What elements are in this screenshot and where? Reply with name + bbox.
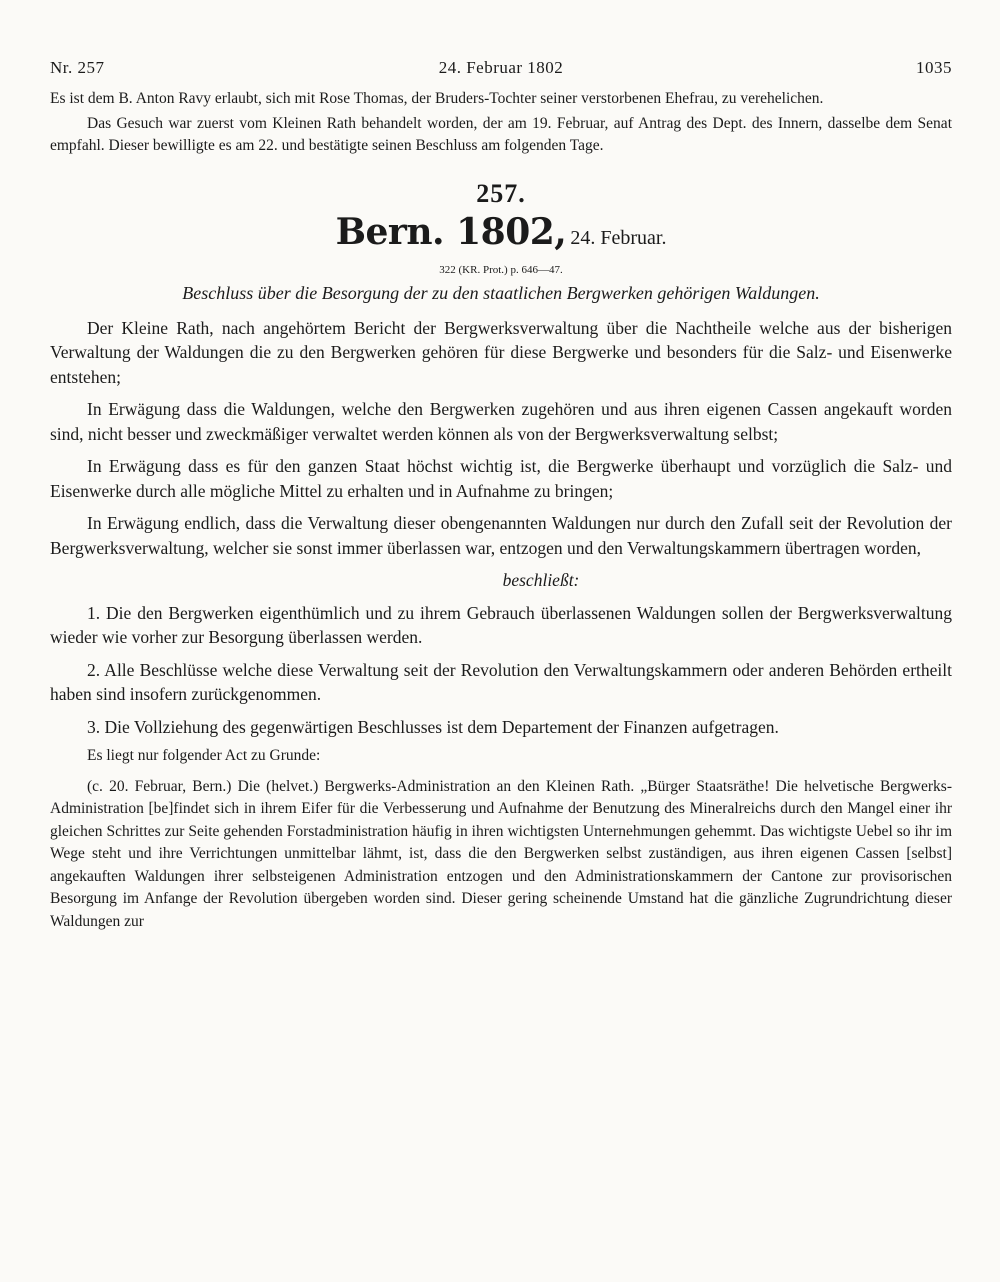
- running-head: [50, 58, 952, 88]
- consideration-paragraph: In Erwägung dass es für den ganzen Staat höchst wichtig ist, die Bergwerke überhaupt und vorzüglich die Salz- und Eisenwerke durch alle mögliche Mittel zu erhalten und in Aufnahme zu bringen;: [50, 456, 952, 501]
- document-body: [50, 316, 952, 740]
- note-paragraph: (c. 20. Februar, Bern.) Die (helvet.) Bergwerks-Administration an den Kleinen Rath. „Bürger Staatsräthe! Die helvetische Bergwerks-Administration [be]findet sich in ihrem Eifer für die Verbesserung und Aufnahme der Benutzung des Mineralreichs durch den Mangel einer ihr gleichen Schrittes zur Seite gehenden Forstadministration häufig in ihren wichtigsten Unternehmungen gehemmt. Das wichtigste Uebel so ihr im Wege steht und ihre Verrichtungen unmittelbar lähmt, ist, dass die den Bergwerken selbst zuständigen, aus ihren eigenen Cassen [selbst] angekauften Waldungen ihrer selbsteigenen Administration entzogen und den Administrationskammern der Cantone zur provisorischen Besorgung im Anfange der Revolution übergeben worden sind. Dieser gering scheinende Umstand hat die gänzliche Zugrundrichtung dieser Waldungen zur: [50, 777, 952, 930]
- document-number-header: Nr. 257: [50, 58, 105, 77]
- consideration-paragraph: In Erwägung endlich, dass die Verwaltung dieser obengenannten Waldungen nur durch den Zufall seit der Revolution der Bergwerksverwaltung, welcher sie sonst immer überlassen war, entzogen und den Verwaltungskammern übertragen worden,: [50, 513, 952, 558]
- document-number: 257.: [476, 178, 526, 208]
- note-paragraph: Es liegt nur folgender Act zu Grunde:: [87, 747, 321, 764]
- consideration-paragraph: Der Kleine Rath, nach angehörtem Bericht der Bergwerksverwaltung über die Nachtheile welche aus der bisherigen Verwaltung der Waldungen die zu den Bergwerken gehören für diese Bergwerke und besonders für die Salz- und Eisenwerke entstehen;: [50, 317, 952, 387]
- document-title: Beschluss über die Besorgung der zu den staatlichen Bergwerken gehörigen Waldungen.: [182, 282, 820, 303]
- previous-document-text: [50, 88, 952, 158]
- decision-word: beschließt:: [502, 570, 580, 590]
- place-year: Bern. 1802,: [335, 210, 567, 253]
- annotation-notes: [50, 745, 952, 933]
- article-paragraph: 3. Die Vollziehung des gegenwärtigen Beschlusses ist dem Departement der Finanzen aufgetragen.: [87, 716, 779, 737]
- date-header: 24. Februar 1802: [438, 58, 564, 77]
- previous-paragraph: Das Gesuch war zuerst vom Kleinen Rath behandelt worden, der am 19. Februar, auf Antrag des Dept. des Innern, dasselbe dem Senat empfahl. Dieser bewilligte es am 22. und bestätigte seinen Beschluss am folgenden Tage.: [50, 114, 952, 154]
- source-reference: 322 (KR. Prot.) p. 646—47.: [439, 263, 563, 276]
- place-date-line: [50, 212, 952, 260]
- document-heading: [50, 178, 952, 306]
- consideration-paragraph: In Erwägung dass die Waldungen, welche den Bergwerken zugehören und aus ihren eigenen Cassen angekauft worden sind, nicht besser und zweckmäßiger verwaltet werden können als von der Bergwerksverwaltung selbst;: [50, 399, 952, 444]
- previous-paragraph: Es ist dem B. Anton Ravy erlaubt, sich mit Rose Thomas, der Bruders-Tochter seiner verstorbenen Ehefrau, zu verehelichen.: [50, 90, 824, 107]
- article-paragraph: 1. Die den Bergwerken eigenthümlich und zu ihrem Gebrauch überlassenen Waldungen sollen der Bergwerksverwaltung wieder wie vorher zur Besorgung überlassen werden.: [50, 602, 952, 647]
- document-date: 24. Februar.: [570, 226, 667, 249]
- page-number: 1035: [916, 58, 952, 77]
- article-paragraph: 2. Alle Beschlüsse welche diese Verwaltung seit der Revolution den Verwaltungskammern oder anderen Behörden ertheilt haben sind insofern zurückgenommen.: [50, 659, 952, 704]
